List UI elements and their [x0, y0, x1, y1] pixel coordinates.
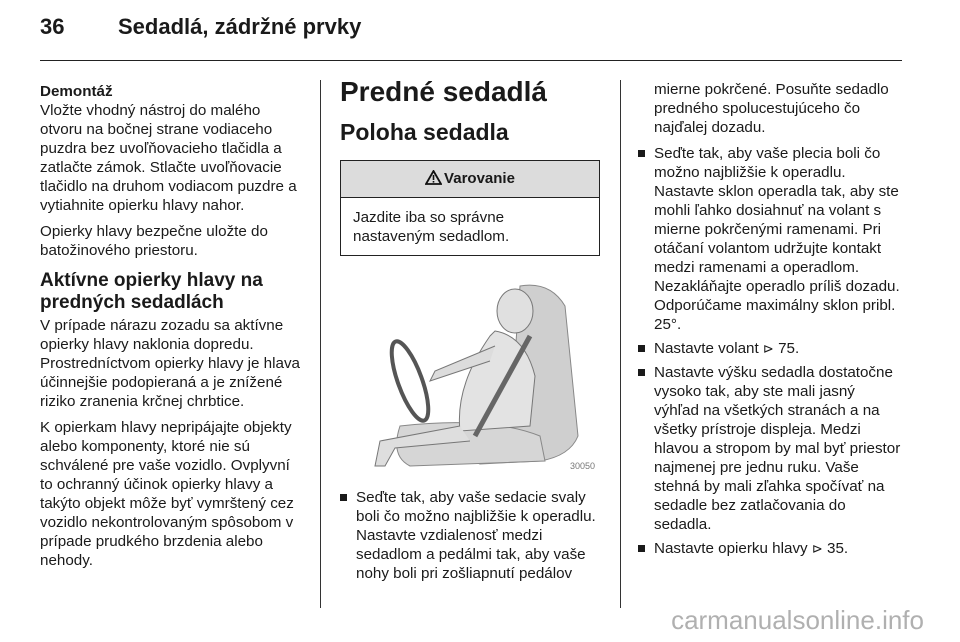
- reference-arrow-icon: ⊳: [811, 541, 823, 556]
- middle-column: [340, 76, 604, 588]
- headrest-warning-text: K opierkam hlavy nepripájajte objekty alebo komponenty, ktoré nie sú schválené pre vaše vozidlo. Ovplyvní to ochranný účinok opierky hlavy a takýto objekt môže byť vymrštený cez vozidlo nekontrolovaným spôsobom v prípade prudkého brzdenia alebo nehody.: [40, 419, 294, 569]
- bullet-continuation: mierne pokrčené. Posuňte sedadlo predného spolucestujúceho čo najďalej dozadu.: [654, 81, 889, 136]
- warning-box: [340, 160, 600, 256]
- bullet-text: Seďte tak, aby vaše sedacie svaly boli čo možno najbližšie k operadlu. Nastavte vzdialenosť medzi sedadlom a pedálmi tak, aby vaše nohy boli pri zošliapnutí pedálov: [356, 489, 596, 582]
- column-divider-2: [620, 80, 621, 608]
- bullet-text: Seďte tak, aby vaše plecia boli čo možno najbližšie k operadlu. Nastavte sklon operadla tak, aby ste mohli ľahko dosiahnuť na volant s mierne pokrčenými ramenami. Pri otáčaní volantom udržujte kontakt medzi ramenami a operadlom. Nezakláňajte operadlo príliš dozadu. Odporúčame maximálny sklon pribl. 25°.: [654, 145, 900, 333]
- page-reference-link[interactable]: 75.: [778, 340, 800, 357]
- bullet-text: Nastavte opierku hlavy: [654, 540, 808, 557]
- bullet-text: Nastavte volant: [654, 340, 759, 357]
- active-headrest-title: Aktívne opierky hlavy na predných sedadlách: [40, 270, 263, 313]
- page-header: [40, 14, 361, 40]
- left-column: [40, 82, 302, 577]
- bullet-icon: [638, 545, 645, 552]
- warning-title: Varovanie: [444, 170, 515, 187]
- watermark: carmanualsonline.info: [671, 605, 924, 635]
- bullet-icon: [638, 369, 645, 376]
- page-number: 36: [40, 14, 65, 39]
- bullet-backrest: [638, 144, 904, 334]
- bullet-seat-height: [638, 363, 904, 534]
- warning-triangle-icon: [425, 170, 442, 185]
- bullet-icon: [638, 150, 645, 157]
- bullet-text: Nastavte výšku sedadla dostatočne vysoko tak, aby ste mali jasný výhľad na všetkých stranách a na všetky prístroje displeja. Medzi hlavou a stropom by mal byť priestor najmenej pre jednu ruku. Vaše stehná by mali zľahka spočívať na sedadle bez zatlačovania do sedadla.: [654, 364, 901, 533]
- warning-text: Jazdite iba so správne nastaveným sedadlom.: [353, 209, 510, 245]
- figure-code: 30050: [569, 461, 595, 471]
- subsection-heading: Poloha sedadla: [340, 119, 509, 145]
- demontaz-text: Vložte vhodný nástroj do malého otvoru na bočnej strane vodiaceho puzdra bez uvoľňovacieho tlačidla a zatlačte zámok. Stlačte uvoľňovacie tlačidlo na druhom vodiacom puzdre a vytiahnite opierku hlavy nahor.: [40, 102, 297, 214]
- warning-header: [341, 161, 599, 198]
- storage-text: Opierky hlavy bezpečne uložte do batožinového priestoru.: [40, 223, 268, 259]
- active-headrest-text: V prípade nárazu zozadu sa aktívne opierky hlavy naklonia dopredu. Prostredníctvom opierky hlavy je hlava účinnejšie podopieraná a je znížené riziko zranenia krčnej chrbtice.: [40, 317, 300, 410]
- page-reference-link[interactable]: 35.: [827, 540, 849, 557]
- driver-seat-image: [340, 266, 602, 474]
- bullet-icon: [340, 494, 347, 501]
- demontaz-title: Demontáž: [40, 83, 113, 100]
- bullet-headrest: [638, 539, 904, 558]
- right-column: [638, 80, 904, 563]
- seat-position-illustration: [340, 266, 602, 474]
- bullet-seat-distance: [340, 488, 604, 583]
- section-title: Sedadlá, zádržné prvky: [118, 14, 362, 39]
- header-rule: [40, 60, 902, 61]
- section-heading: Predné sedadlá: [340, 76, 547, 107]
- bullet-icon: [638, 345, 645, 352]
- bullet-steering-wheel: [638, 339, 904, 358]
- reference-arrow-icon: ⊳: [762, 341, 774, 356]
- column-divider-1: [320, 80, 321, 608]
